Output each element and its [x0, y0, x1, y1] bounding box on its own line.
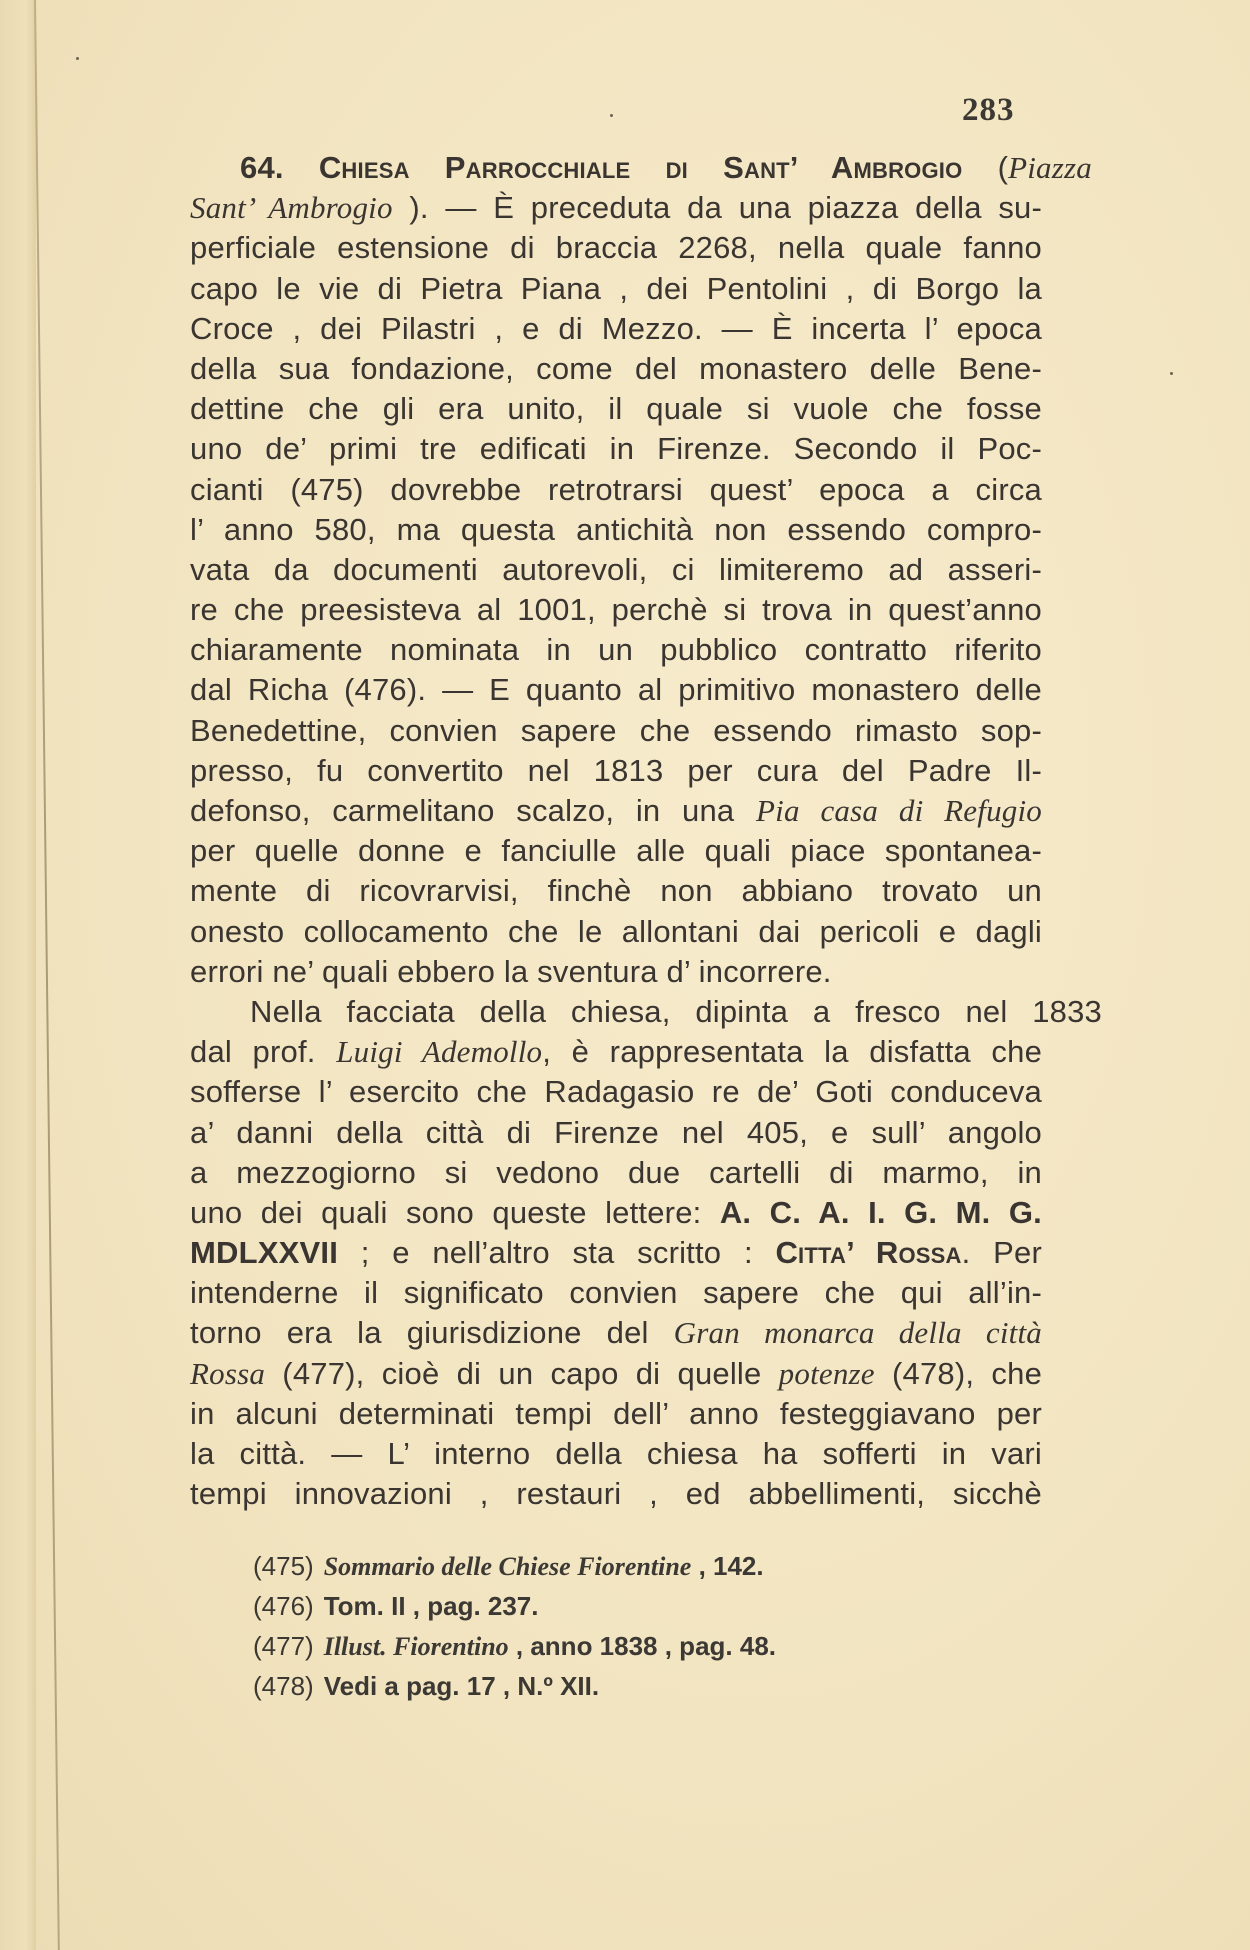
- text-line: [190, 952, 1042, 992]
- text-line: [190, 1313, 1042, 1353]
- text-run: dettine che gli era unito, il quale si vuole che fosse: [190, 391, 1042, 427]
- text-run: (478), che: [874, 1355, 1043, 1391]
- text-run: A. C. A. I. G. M. G.: [719, 1194, 1042, 1230]
- page-number: 283: [962, 92, 1015, 128]
- text-line: [190, 429, 1042, 469]
- italic-text: Piazza: [1008, 150, 1092, 185]
- text-run: in alcuni determinati tempi dell’ anno festeggiavano per: [190, 1395, 1042, 1431]
- footnote: [253, 1666, 953, 1706]
- text-line: [190, 1072, 1042, 1112]
- text-run: re che preesisteva al 1001, perchè si trova in quest’anno: [190, 592, 1042, 628]
- text-run: , è rappresentata la disfatta che: [542, 1034, 1043, 1070]
- text-line: [190, 550, 1042, 590]
- text-line: [190, 188, 1042, 228]
- text-run: (477), cioè di un capo di quelle: [265, 1355, 779, 1391]
- footnotes: [253, 1546, 953, 1706]
- text-run: (: [962, 150, 1009, 185]
- footnote-number: (475): [253, 1551, 314, 1581]
- italic-text: Sant’ Ambrogio: [190, 190, 393, 226]
- text-run: a’ danni della città di Firenze nel 405, e sull’ angolo: [190, 1114, 1042, 1150]
- text-run: ). — È preceduta da una piazza della su-: [392, 190, 1042, 226]
- text-run: errori ne’ quali ebbero la sventura d’ incorrere.: [190, 953, 832, 989]
- paper-speck: [1170, 372, 1173, 375]
- text-run: l’ anno 580, ma questa antichità non essendo compro-: [190, 511, 1042, 547]
- italic-text: Sommario delle Chiese Fiorentine: [323, 1552, 692, 1581]
- text-line: [190, 912, 1042, 952]
- text-run: Benedettine, convien sapere che essendo rimasto sop-: [190, 712, 1042, 748]
- entry-heading-line: [190, 148, 1092, 188]
- text-line: [190, 630, 1042, 670]
- italic-text: Pia casa di Refugio: [756, 793, 1042, 828]
- text-run: onesto collocamento che le allontani dai pericoli e dagli: [190, 913, 1042, 949]
- italic-text: Luigi Ademollo: [336, 1034, 543, 1070]
- text-run: Tom. II , pag. 237.: [323, 1591, 539, 1621]
- text-line: [190, 1434, 1042, 1474]
- text-line: [190, 1032, 1042, 1072]
- text-run: sofferse l’ esercito che Radagasio re de’ Goti conduceva: [190, 1074, 1042, 1110]
- text-run: ; e nell’altro sta scritto :: [338, 1235, 776, 1271]
- text-run: cianti (475) dovrebbe retrotrarsi quest’ epoca a circa: [190, 471, 1042, 507]
- facing-page-edge: [0, 0, 36, 1950]
- text-run: MDLXXVII: [190, 1235, 339, 1271]
- text-run: dal prof.: [190, 1034, 337, 1070]
- text-run: Nella facciata della chiesa, dipinta a fresco nel 1833: [250, 993, 1102, 1029]
- text-run: torno era la giurisdizione del: [190, 1315, 674, 1351]
- italic-text: Rossa: [190, 1355, 266, 1391]
- text-line: [190, 1354, 1042, 1394]
- text-line: [190, 992, 1102, 1032]
- paper-speck: [76, 57, 79, 60]
- text-run: a mezzogiorno si vedono due cartelli di marmo, in: [190, 1154, 1042, 1190]
- text-run: defonso, carmelitano scalzo, in una: [190, 793, 756, 828]
- text-line: [190, 751, 1042, 791]
- text-line: [190, 1233, 1042, 1273]
- text-run: mente di ricovrarvisi, finchè non abbiano trovato un: [190, 873, 1042, 909]
- text-line: [190, 1273, 1042, 1313]
- page-binding-gutter: [34, 0, 60, 1950]
- text-run: dal Richa (476). — E quanto al primitivo monastero delle: [190, 672, 1042, 708]
- text-line: [190, 1474, 1042, 1514]
- footnote: [253, 1626, 953, 1666]
- text-run: per quelle donne e fanciulle alle quali piace spontanea-: [190, 833, 1042, 869]
- footnote: [253, 1546, 953, 1586]
- text-run: perficiale estensione di braccia 2268, nella quale fanno: [190, 230, 1042, 266]
- text-run: presso, fu convertito nel 1813 per cura del Padre Il-: [190, 752, 1042, 788]
- text-line: [190, 1193, 1042, 1233]
- footnote-number: (476): [253, 1591, 314, 1621]
- text-run: uno dei quali sono queste lettere:: [190, 1194, 720, 1230]
- text-run: . Per: [961, 1235, 1042, 1271]
- text-line: [190, 1153, 1042, 1193]
- text-run: capo le vie di Pietra Piana , dei Pentolini , di Borgo la: [190, 270, 1042, 306]
- text-run: della sua fondazione, come del monastero delle Bene-: [190, 350, 1042, 386]
- text-line: [190, 871, 1042, 911]
- text-line: [190, 831, 1042, 871]
- text-line: [190, 510, 1042, 550]
- small-caps-text: Chiesa Parrocchiale di Sant’ Ambrogio: [318, 150, 963, 185]
- text-line: [190, 309, 1042, 349]
- small-caps-text: Citta’ Rossa: [775, 1235, 962, 1271]
- italic-text: Gran monarca della città: [673, 1315, 1042, 1351]
- text-line: [190, 1394, 1042, 1434]
- text-run: 64.: [240, 150, 319, 185]
- text-run: chiaramente nominata in un pubblico contratto riferito: [190, 632, 1042, 668]
- text-line: [190, 590, 1042, 630]
- text-line: [190, 389, 1042, 429]
- text-run: intenderne il significato convien sapere che qui all’in-: [190, 1275, 1042, 1311]
- text-run: Croce , dei Pilastri , e di Mezzo. — È incerta l’ epoca: [190, 310, 1042, 346]
- footnote-number: (477): [253, 1631, 314, 1661]
- text-run: tempi innovazioni , restauri , ed abbellimenti, sicchè: [190, 1476, 1042, 1512]
- text-run: , anno 1838 , pag. 48.: [508, 1631, 776, 1661]
- text-line: [190, 711, 1042, 751]
- text-run: vata da documenti autorevoli, ci limiteremo ad asseri-: [190, 551, 1042, 587]
- footnote: [253, 1586, 953, 1626]
- paper-speck: [610, 114, 613, 117]
- text-line: [190, 470, 1042, 510]
- text-run: Vedi a pag. 17 , N.º XII.: [323, 1671, 600, 1701]
- body-text: [190, 148, 1102, 1514]
- text-line: [190, 269, 1042, 309]
- text-run: la città. — L’ interno della chiesa ha sofferti in vari: [190, 1436, 1042, 1471]
- text-line: [190, 791, 1042, 831]
- italic-text: potenze: [778, 1355, 875, 1391]
- footnote-number: (478): [253, 1671, 314, 1701]
- text-line: [190, 1113, 1042, 1153]
- text-run: , 142.: [691, 1551, 764, 1581]
- text-run: uno de’ primi tre edificati in Firenze. Secondo il Poc-: [190, 431, 1042, 467]
- text-line: [190, 349, 1042, 389]
- text-line: [190, 228, 1042, 268]
- italic-text: Illust. Fiorentino: [323, 1632, 509, 1661]
- text-line: [190, 670, 1042, 710]
